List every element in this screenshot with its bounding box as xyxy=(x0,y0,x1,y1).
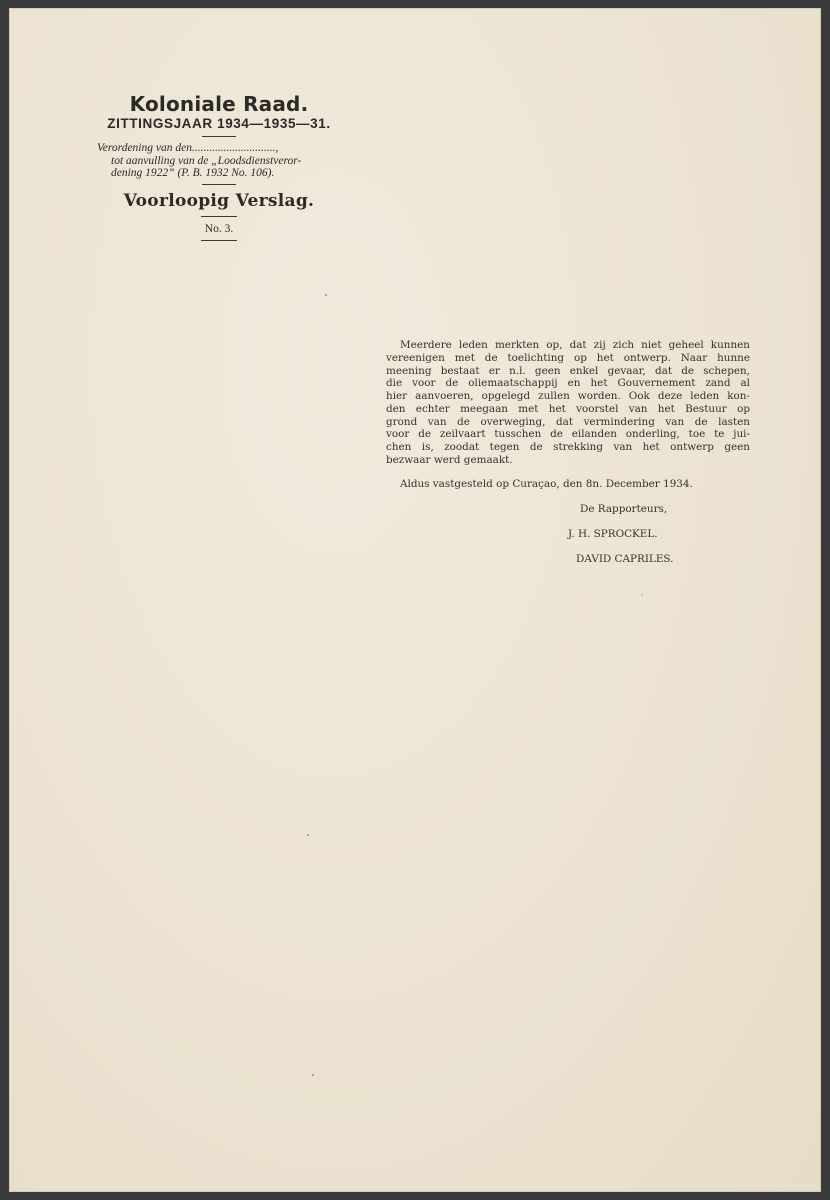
report-title: Voorloopig Verslag. xyxy=(123,190,315,211)
subject-line: Verordening van den............................., xyxy=(97,142,279,154)
divider xyxy=(201,216,237,217)
council-title: Koloniale Raad. xyxy=(129,92,309,116)
signer-name: J. H. SPROCKEL. xyxy=(568,528,658,540)
document-header xyxy=(89,92,349,246)
paragraph-line: die voor de oliemaatschappij en het Gouvernement zand al xyxy=(386,377,750,390)
paper-speck xyxy=(312,1074,314,1076)
divider xyxy=(202,136,236,137)
paragraph-line: chen is, zoodat tegen de strekking van het ontwerp geen xyxy=(386,441,750,453)
paragraph-line: Meerdere leden merkten op, dat zij zich niet geheel kunnen xyxy=(400,339,750,351)
report-paragraph xyxy=(386,339,750,467)
subject-line: dening 1922” (P. B. 1932 No. 106). xyxy=(111,167,275,179)
divider xyxy=(202,184,236,185)
paragraph-line: hier aanvoeren, opgelegd zullen worden. Ook deze leden kon- xyxy=(386,390,750,402)
regulation-subject xyxy=(97,142,349,180)
paragraph-line: grond van de overweging, dat vermindering van de lasten xyxy=(386,415,750,428)
session-year: ZITTINGSJAAR 1934—1935—31. xyxy=(107,116,331,131)
established-line: Aldus vastgesteld op Curaçao, den 8n. December 1934. xyxy=(400,478,693,490)
paragraph-line: vereenigen met de toelichting op het ontwerp. Naar hunne xyxy=(386,351,750,364)
paragraph-line: bezwaar werd gemaakt. xyxy=(386,453,513,466)
rapporteurs-label: De Rapporteurs, xyxy=(580,503,668,515)
paper-speck xyxy=(307,834,309,836)
document-page xyxy=(9,8,821,1192)
paragraph-line: meening bestaat er n.l. geen enkel gevaar, dat de schepen, xyxy=(386,364,750,377)
paper-speck xyxy=(641,594,643,596)
signer-name: DAVID CAPRILES. xyxy=(576,553,674,565)
document-number: No. 3. xyxy=(204,222,234,235)
paper-speck xyxy=(325,294,327,296)
divider xyxy=(201,240,237,241)
subject-line: tot aanvulling van de „Loodsdienstveror- xyxy=(111,154,302,167)
paragraph-line: voor de zeilvaart tusschen de eilanden onderling, toe te jui- xyxy=(386,428,750,441)
paragraph-line: den echter meegaan met het voorstel van het Bestuur op xyxy=(386,402,750,415)
